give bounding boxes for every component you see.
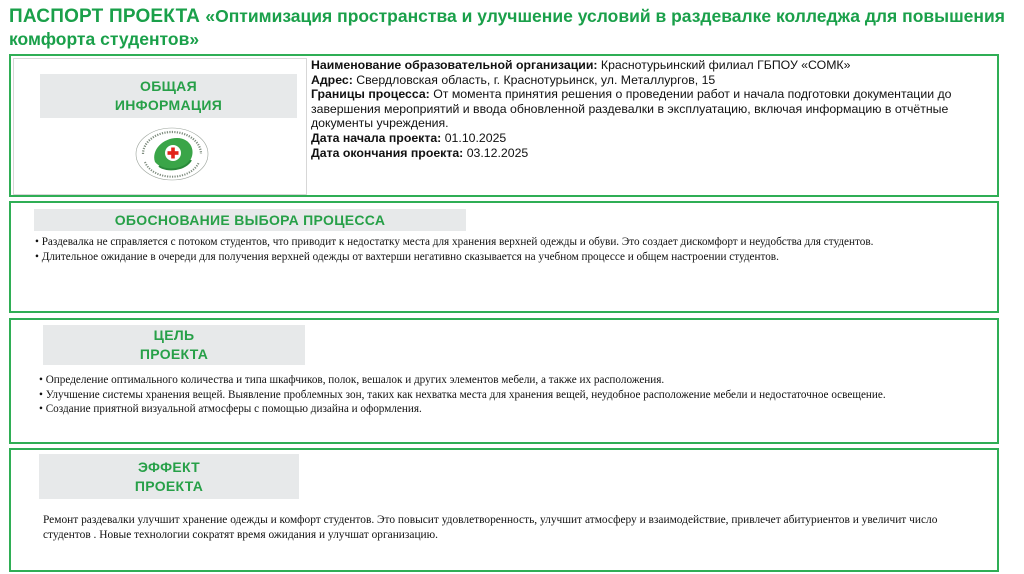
college-logo-icon — [133, 126, 211, 182]
list-item: • Определение оптимального количества и типа шкафчиков, полок, вешалок и других элементов мебели, а также их расположения. — [39, 374, 665, 386]
general-info-label-line2: ИНФОРМАЦИЯ — [114, 97, 223, 113]
org-label: Наименование образовательной организации: — [311, 58, 598, 72]
goal-label — [43, 325, 305, 365]
general-info-details — [311, 58, 991, 160]
bounds-value: От момента принятия решения о проведении работ и начала подготовки документации до завершения мероприятий и ввода обновленной раздевалки в эксплуатацию, включая информацию в отчётные документы учреждения. — [311, 87, 952, 131]
list-item: • Длительное ожидание в очереди для получения верхней одежды от вахтерши негативно сказывается на учебном процессе и общем настроении студентов. — [35, 250, 779, 263]
justification-label — [34, 209, 466, 231]
list-item: • Улучшение системы хранения вещей. Выявление проблемных зон, таких как нехватка места для хранения вещей, неудобное расположение мебели и недостаточное освещение. — [39, 388, 886, 401]
goal-label-line2: ПРОЕКТА — [139, 346, 209, 362]
end-date-label: Дата окончания проекта: — [311, 145, 464, 160]
goal-list — [39, 373, 979, 417]
address-label: Адрес: — [311, 72, 353, 87]
justification-list — [35, 235, 965, 264]
effect-description: Ремонт раздевалки улучшит хранение одежды и комфорт студентов. Это повысит удовлетворенность, улучшит атмосферу и взаимодействие, привлечет абитуриентов и увеличит число студентов . Новые технологии сократят время ожидания и улучшат организацию. — [43, 514, 938, 541]
effect-label — [39, 454, 299, 499]
org-value: Краснотурьинский филиал ГБПОУ «СОМК» — [600, 58, 851, 72]
page-title — [9, 5, 1014, 51]
project-title: «Оптимизация пространства и улучшение условий в раздевалке колледжа для повышения комфорта студентов» — [9, 6, 1005, 49]
passport-heading: ПАСПОРТ ПРОЕКТА — [9, 6, 201, 27]
general-info-label — [40, 74, 297, 118]
start-date-value: 01.10.2025 — [444, 130, 507, 145]
list-item: • Создание приятной визуальной атмосферы с помощью дизайна и оформления. — [39, 403, 422, 415]
start-date-label: Дата начала проекта: — [311, 130, 442, 145]
justification-label-text: ОБОСНОВАНИЕ ВЫБОРА ПРОЦЕССА — [114, 211, 386, 228]
list-item: • Раздевалка не справляется с потоком студентов, что приводит к недостатку места для хранения верхней одежды и обуви. Это создает дискомфорт и неудобства для студентов. — [35, 236, 874, 248]
general-info-label-line1: ОБЩАЯ — [140, 78, 197, 94]
bounds-label: Границы процесса: — [311, 87, 430, 102]
end-date-value: 03.12.2025 — [466, 145, 529, 160]
effect-text — [43, 513, 978, 543]
effect-label-line2: ПРОЕКТА — [134, 477, 204, 494]
effect-label-line1: ЭФФЕКТ — [137, 458, 201, 475]
address-value: Свердловская область, г. Краснотурьинск, ул. Металлургов, 15 — [356, 72, 716, 87]
goal-label-line1: ЦЕЛЬ — [153, 327, 195, 343]
